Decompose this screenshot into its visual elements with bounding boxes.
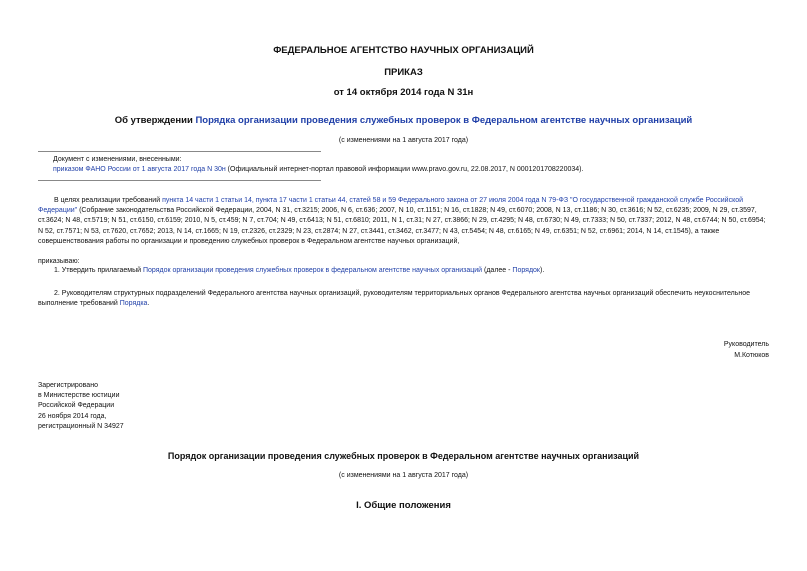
annex-title: Порядок организации проведения служебных проверок в Федеральном агентстве научных организаций — [167, 451, 640, 461]
doc-date-number: от 14 октября 2014 года N 31н — [333, 87, 474, 98]
preamble-rest: (Собрание законодательства Российской Федерации, 2004, N 31, ст.3215; 2006, N 6, ст.636; 2007, N 10, ст.1151; N 16, ст.1828; N 49, ст.6070; 2008, N 13, ст.1186; N 30, ст.3616; N 52, ст.6235; 2009, N 29, ст.3597, ст.3624; N 48, ст.5719; N 51, ст.6150, ст.6159; 2010, N 5, ст.459; N 7, ст.704; N 49, ст.6413; N 51, ст.6810; 2011, N 1, ст.31; N 27, ст.3866; N 29, ст.4295; N 48, ст.6730; N 49, ст.7333; N 50, ст.7337; 2012, N 48, ст.6744; N 50, ст.6954; N 52, ст.7571; N 53, ст.7620, ст.7652; 2013, N 14, ст.1665; N 19, ст.2326, ст.2329; N 23, ст.2874; N 27, ст.3441, ст.3462, ст.3477; N 43, ст.5454; N 48, ст.6165; N 49, ст.6351; N 52, ст.6961; 2014, N 14, ст.1545), а также совершенствования работы по организации и проведению служебных проверок в Федеральном агентстве научных организаций, — [38, 207, 766, 245]
divider-bottom — [38, 180, 321, 181]
registration-line: регистрационный N 34927 — [38, 422, 124, 430]
amendments-note — [53, 155, 773, 175]
agency-name: ФЕДЕРАЛЬНОЕ АГЕНТСТВО НАУЧНЫХ ОРГАНИЗАЦИЙ — [273, 45, 534, 56]
amendments-line — [53, 165, 773, 175]
item2-end: . — [147, 300, 150, 308]
signature-position: Руководитель — [723, 341, 769, 348]
registration-line: Российской Федерации — [38, 402, 115, 410]
item1-middle: (далее - — [482, 267, 513, 274]
item1-end: ). — [540, 267, 545, 274]
amendment-link[interactable]: приказом ФАНО России от 1 августа 2017 года N 30н — [53, 166, 226, 173]
signature-block — [724, 340, 769, 361]
item1-start: 1. Утвердить прилагаемый — [54, 267, 143, 274]
registration-block — [38, 381, 124, 432]
order-item-1 — [38, 266, 770, 276]
registration-line: Зарегистрировано — [38, 382, 98, 389]
doc-title-link[interactable]: Порядка организации проведения служебных проверок в Федеральном агентстве научных организаций — [195, 115, 693, 126]
doc-title-prefix: Об утверждении — [114, 115, 196, 126]
amendments-intro: Документ с изменениями, внесенными: — [53, 156, 182, 163]
registration-line: в Министерстве юстиции — [38, 392, 120, 400]
registration-line: 26 ноября 2014 года, — [38, 412, 107, 420]
item2-procedure-link[interactable]: Порядка — [119, 300, 148, 308]
order-word: приказываю: — [38, 258, 80, 265]
item1-procedure-link[interactable]: Порядок организации проведения служебных проверок в федеральном агентстве научных организаций — [142, 267, 483, 274]
doc-type: ПРИКАЗ — [384, 67, 423, 78]
order-item-2 — [38, 289, 770, 309]
changes-note: (с изменениями на 1 августа 2017 года) — [338, 137, 469, 144]
preamble-paragraph — [38, 196, 770, 247]
doc-title — [0, 115, 807, 126]
divider-top — [38, 151, 321, 152]
amendment-source: (Официальный интернет-портал правовой информации www.pravo.gov.ru, 22.08.2017, N 0001201708220034). — [225, 166, 584, 173]
preamble-start: В целях реализации требований — [54, 197, 163, 204]
preamble-law-link[interactable]: пункта 14 части 1 статьи 14, пункта 17 части 1 статьи 44, статей 58 и 59 Федерального закона от 27 июля 2004 года N 79-ФЗ "О государственной гражданской службе Российской Федерации" — [38, 197, 744, 215]
signature-name: М.Котюков — [734, 351, 769, 359]
item2-start: 2. Руководителям структурных подразделений Федерального агентства научных организаций, руководителям территориальных органов Федерального агентства научных организаций обеспечить неукоснительное выполнение требований — [38, 290, 751, 308]
annex-changes-note: (с изменениями на 1 августа 2017 года) — [338, 472, 469, 479]
section-heading: I. Общие положения — [356, 500, 451, 511]
item1-procedure-short-link[interactable]: Порядок — [512, 267, 540, 274]
